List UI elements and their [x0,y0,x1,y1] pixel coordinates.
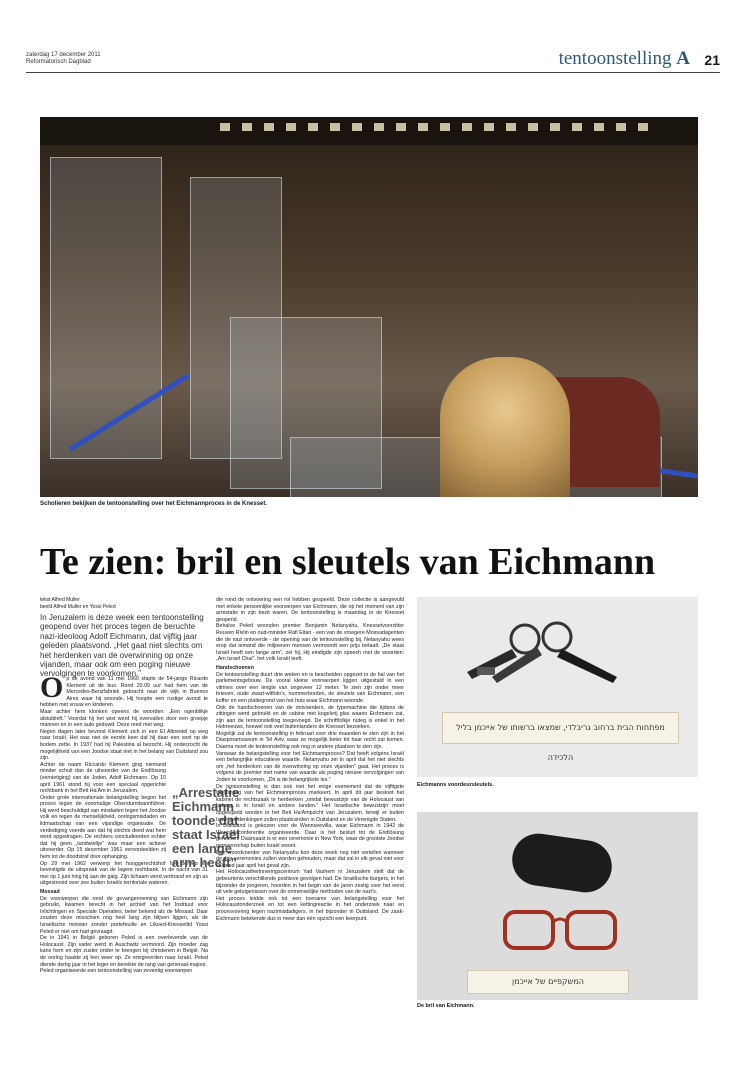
subheading: Mossad [40,889,60,895]
byline-text: tekst Alfred Muller [40,597,80,603]
hero-caption: Scholieren bekijken de tentoonstelling over het Eichmannproces in de Knesset. [40,501,268,507]
paragraph: In Duitsland is gekozen voor de Wannseevilla, waar Eichmann in 1942 de Wannseeconferentie organiseerde. Daar is het besluit tot de Endlösung genomen. Daarnaast is er een ceremonie in New York, waar de grootste Joodse gemeenschap buiten Israël woont. [216,823,404,849]
ceiling [40,117,698,145]
section-label: tentoonstelling [558,48,672,69]
hero-photo [40,117,698,497]
glasses-label-card: המשקפיים של אייכמן [467,970,629,994]
paragraph: Behalve Peled woonden premier Benjamin Netanyahu, Knessetvoorzitter Reuven Rivlin en oud-minister Rafi Eitan - een van de vroegere Mossadagenten die de nazi ontvoerde - de opening van de tentoonstelling bij. Netanyahu wees erop dat iemand die miljoenen mensen vermoordt een prijs betaalt. „De staat Israël heeft een lange arm”, zei hij. Hij eindigde zijn speech met de woorden: „Am Israel Chai”, het volk Israël leeft. [216,623,404,663]
byline [40,597,116,610]
drop-cap: O [40,671,64,704]
paragraph: Op 29 mei 1962 verwierp het hooggerechtshof het beroep en bevestigde de uitspraak van de lagere rechtbank. In de nacht van 31 mei op 1 juni hing hij aan de galg. Zijn lichaam werd verbrand en zijn as uitgestrooid over zee buiten Israëls territoriale wateren. [40,860,208,887]
glasses-caption: De bril van Eichmann. [417,1003,475,1009]
section-title [559,48,690,70]
paragraph: De tentoonstelling duurt drie weken en is bescheiden opgezet in de hal van het parlementsgebouw. De vooral kleine voorwerpen liggen uitgestald in een vitrines over een lengte van ongeveer 12 meter. Te zien zijn onder meer brieven, oude zwart-witfoto's, nummerborden, de sleutels van Eichmann, een koffer en een plattegrond van het huis waar Eichmann woonde. [216,671,404,704]
pull-quote-line: een lange [172,841,232,856]
header-rule [26,72,720,73]
paragraph: Negen dagen later bevond Klement zich in een El Altoestel op weg naar Israël. Het was niet de eerste keer dat hij daar een voet op de bodem zette. In 1937 had hij Palestina al bezocht. Hij onderzocht de mogelijkheid van een Joodse staat niet in het belang van Duitsland zou zijn. [40,728,208,762]
column-2 [216,597,404,922]
paragraph: De voorwerpen die rond de gevangenneming van Eichmann zijn gebruikt, kwamen terecht in het archief van het Instituut voor Inlichtingen en Speciale Operaties, beter bekend als de Mossad. Daar zouden deze misschien nog heel lang zijn blijven liggen, als de Israëlische minister zonder portefeuille en Likoed-Knessetlid Yossi Peled er niet om had gevraagd. [40,895,208,935]
display-case [50,157,162,459]
section-letter: A [676,48,690,69]
paragraph: De tentoonstelling is dan ook niet het enige evenement dat de vijftigste verjaardag van het Eichmannproces markeert. In april dit jaar besloot het kabinet de rechtszaak te herdenken „omdat bewustzijn van de Holocaust van belang is in Israël en andere landen.” Het Israëlische bewustzijn moet opgevijzeld worden in het Beit Ha'Ampzicht van Jeruzalem, terwijl er buiten Israël herdenkingen zullen plaatsvinden in Duitsland en de Verenigde Staten. [216,783,404,823]
paragraph: Onder grote internationale belangstelling begon het proces tegen de voormalige Obersturmbannführer. Hij werd beschuldigd van misdaden tegen het Joodse volk en tegen de menselijkheid, oorlogsmisdaden en lidmaatschap van een vijandige organisatie. De verdediging voerde aan dat hij slechts deed wat hem werd opgedragen. De rechters concludeerden echter dat hij geen „tandwieltje” was maar een actieve uitvoerder. Op 15 december 1961 veroordeelden zij hem tot de doodstraf door ophanging. [40,794,166,861]
paragraph: die rond de ontvoering een rol hebben gespeeld. Deze collectie is aangevuld met enkele persoonlijke voorwerpen van Eichmann, die op het moment van zijn arrestatie in zijn bezit waren. De tentoonstelling is maandag in de Knesset geopend. [216,597,404,623]
pull-quote-line: staat Israël [172,827,240,842]
paragraph: p de avond van 11 mei 1960 stapte de 54-jarige Ricardo Klement uit de bus. Rond 20.00 uur had hem van de Mercedes-Benzfabriek gebracht naar de wijk in Buenos Aires waar hij woonde. Hij hoopte een rustige avond te hebben met vrouw en kinderen. [40,676,208,709]
pull-quote-line: Eichmann [172,799,235,814]
paragraph: Het Holocaustherinneringscentrum Yad Vashem in Jeruzalem stelt dat de gebeurtenis verschillende positieve gevolgen had. De Israëlische burgers, in het bijzonder de jongeren, hoorden in het begin van de jaren zestig voor het eerst uit vele getuigenissen over de onmenselijke methoden van de nazi's. [216,869,404,896]
keys-label-card: מפתחות הבית ברחוב גריבלדי, שמצאו ברשותו של אייכמן בליל הלכידה [442,712,679,744]
glasses-photo [417,812,698,1000]
keys-photo [417,597,698,777]
pull-quote-line: „Arrestatie [172,785,240,800]
edition-date: zaterdag 17 december 2011 [26,52,101,58]
paragraph: Een woordvoerder van Netanyahu kon deze week nog niet vertellen wanneer de drie ceremonies zullen worden gehouden, maar dat zal in elk geval niet voor volgend jaar april het geval zijn. [216,849,404,869]
paragraph: Peled organiseerde een tentoonstelling van zeventig voorwerpen [40,968,193,975]
paragraph: De in 1941 in België geboren Peled is een overlevende van de Holocaust. Zijn vader werd in Auschwitz vermoord. Zijn moeder zag kans hem en zijn zuster onder te brengen bij christenen in België. Na de oorlog haalde zij hen weer op. Ze emigreerden naar Israël. Peled diende dertig jaar in het leger en bereikte de rang van generaal-majoor. [40,935,208,968]
paragraph: Ook de handschoenen van de ontvoerders, de typemachine die tijdens de zittingen werd gebruikt en de cabine met kogelvrij glas waarin Eichmann zat, zijn aan de tentoonstelling toegevoegd. De schrifttolkje nüteg is enkel in het Hebreeuws, hoewel ook veel buitenlanders de Knesset bezoeken. [216,704,404,731]
subheading: Handschoenen [216,664,254,671]
paragraph: Het proces leidde ook tot een toename van belangstelling voor het Holocaustonderzoek en tot een kettingreactie in het onderzoek naar en procesvoering tegen nazimisdadigers, in het bijzonder in Duitsland. De zaak-Eichmann betekende dus in meer dan één opzicht een keerpunt. [216,895,404,922]
byline-photo: beeld Alfred Muller en Yossi Peled [40,603,116,610]
visitor-hair [440,357,570,497]
masthead-date [26,52,101,66]
pull-quote-line: arm heeft” [172,855,238,870]
page-number: 21 [704,52,720,68]
paragraph: Mogelijk zal de tentoonstelling in februari voor drie maanden te zien zijn in het Diasporamuseum in Tel Aviv, waar ze mogelijk beter tot haar recht zal komen. Daarna moet de tentoonstelling ook nog in andere plaatsen te zien zijn. [216,730,404,751]
paper-name: Reformatorisch Dagblad [26,59,91,65]
intro: In Jeruzalem is deze week een tentoonstelling geopend over het proces tegen de beruchte nazi-ideoloog Adolf Eichmann, dat vijftig jaar geleden plaatsvond. „Het gaat niet slechts om het herdenken van de overwinning op onze vijanden, maar ook om een poging nieuwe vervolgingen te voorkomen.” [40,613,204,679]
pull-quote-line: toonde dat [172,813,239,828]
ceiling-lights [220,123,658,131]
paragraph: Maar achter hem klonken opeens de woorden: „Een ogenblikje alstublieft.” Voordat hij het wist werd hij overvallen door een groepje mannen en in een auto geduwd. Deze reed met weg. [40,708,208,729]
headline: Te zien: bril en sleutels van Eichmann [40,541,656,583]
keys-caption: Eichmanns voordeursleutels. [417,782,494,788]
paragraph: Vanwaar de belangstelling voor het Eichmannproces? Dat heeft volgens Israël een belangrijke educatieve waarde. Netanyahu zei in april dat het niet slechts om „het herdenken van de overwinning op onze vijanden” gaat. Het proces is volgens de premier met name van waarde als poging nieuwe vervolgingen van Joden te voorkomen. „Dit is de belangrijkste les.” [216,750,404,784]
paragraph: Achter de naam Riccardo Klement ging niemand minder schuil dan de uitvoerder van de Endlösung (vernietiging) van de Joden, Adolf Eichmann. Op 10 april 1961 stond hij voor een speciaal opgerichte rechtbank in het Beit Ha'Am in Jeruzalem. [40,761,166,795]
